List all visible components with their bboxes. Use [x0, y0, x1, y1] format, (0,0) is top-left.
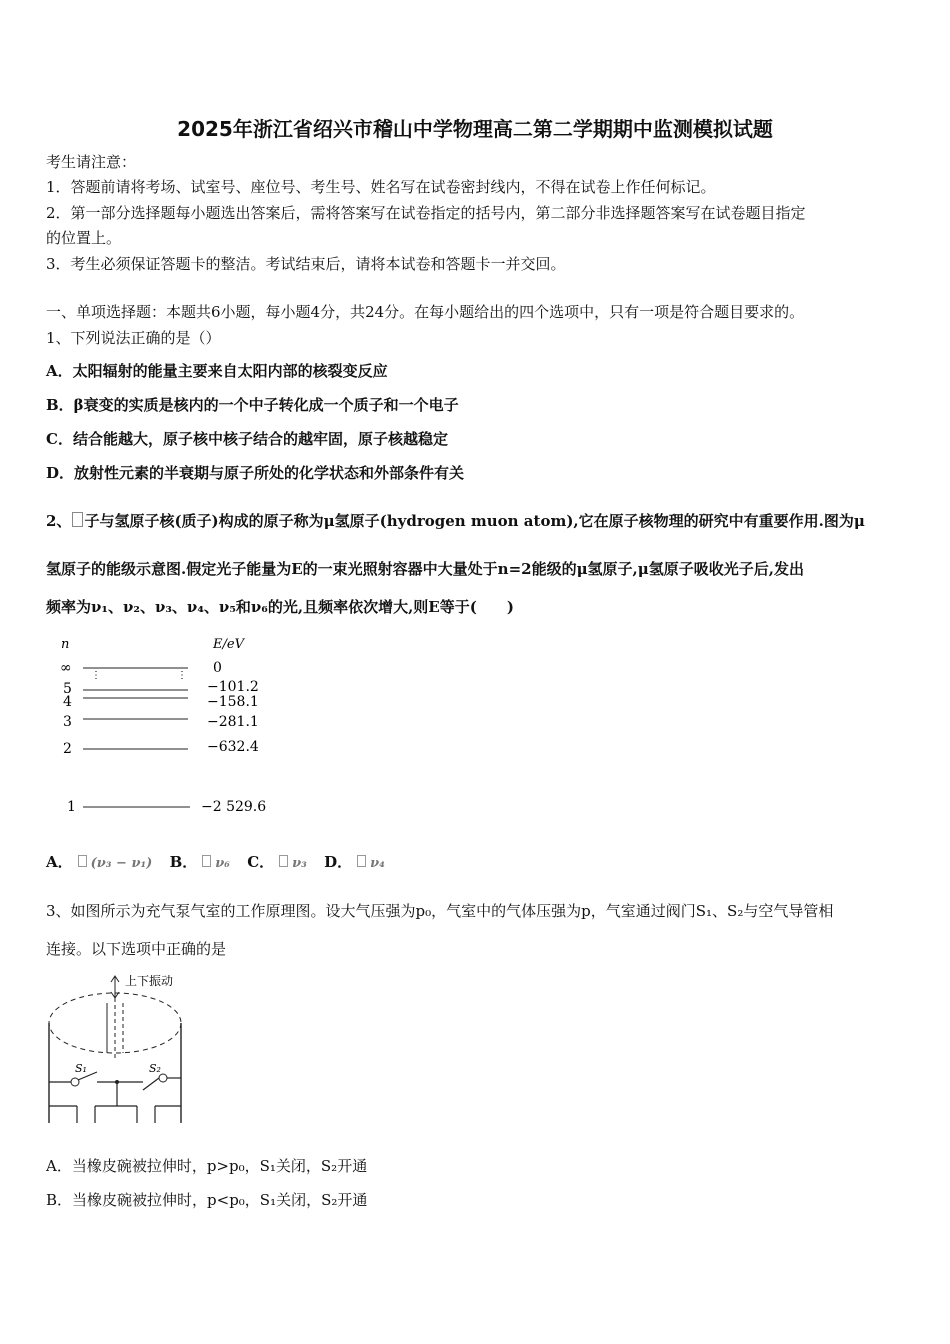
- q1-option-a: A．太阳辐射的能量主要来自太阳内部的核裂变反应: [46, 362, 388, 380]
- q2-line-1: [46, 511, 865, 531]
- level-n-inf: ∞: [60, 660, 72, 676]
- level-n-1: 1: [67, 799, 76, 815]
- missing-glyph-icon: [78, 855, 87, 867]
- dots-right: ⋮: [177, 670, 187, 681]
- missing-glyph-icon: [202, 855, 211, 867]
- notice-item-2a: 2．第一部分选择题每小题选出答案后，需将答案写在试卷指定的括号内，第二部分非选择题答案写在试卷题目指定: [46, 204, 806, 222]
- level-n-4: 4: [63, 694, 72, 710]
- pump-chamber-figure: [45, 968, 205, 1133]
- q1-option-c: C．结合能越大，原子核中核子结合的越牢固，原子核越稳定: [46, 430, 448, 448]
- level-e-5: −101.2: [207, 679, 259, 695]
- q2-line-1-text: 子与氢原子核(质子)构成的原子称为μ氢原子(hydrogen muon atom),它在原子核物理的研究中有重要作用.图为μ: [84, 512, 865, 530]
- page-title: 2025年浙江省绍兴市稽山中学物理高二第二学期期中监测模拟试题: [177, 117, 773, 141]
- q2-line-2: 氢原子的能级示意图.假定光子能量为E的一束光照射容器中大量处于n=2能级的μ氢原子,μ氢原子吸收光子后,发出: [46, 560, 804, 578]
- valve-s2-label: S₂: [149, 1062, 161, 1075]
- q1-stem: 1、下列说法正确的是（）: [46, 329, 221, 347]
- level-n-5: 5: [63, 681, 72, 697]
- notice-item-2b: 的位置上。: [46, 229, 122, 247]
- q2-options: [46, 852, 389, 874]
- missing-glyph-icon: [72, 512, 83, 527]
- valve-s1-label: S₁: [75, 1062, 87, 1075]
- valve-s1-icon: [71, 1078, 79, 1086]
- valve-s2-icon: [159, 1074, 167, 1082]
- missing-glyph-icon: [279, 855, 288, 867]
- energy-level-diagram: [55, 630, 285, 820]
- q2-option-b-expr: ν₆: [215, 856, 230, 871]
- level-e-3: −281.1: [207, 714, 259, 730]
- level-e-inf: 0: [213, 660, 222, 676]
- diagram-n-label: n: [61, 637, 70, 652]
- q2-option-a: A．: [46, 853, 73, 871]
- level-n-2: 2: [63, 741, 72, 757]
- level-e-1: −2 529.6: [201, 799, 267, 815]
- notice-item-3: 3．考生必须保证答题卡的整洁。考试结束后，请将本试卷和答题卡一并交回。: [46, 255, 566, 273]
- q2-option-d-expr: ν₄: [370, 856, 385, 871]
- level-n-3: 3: [63, 714, 72, 730]
- q3-option-a: A．当橡皮碗被拉伸时，p>p₀，S₁关闭，S₂开通: [46, 1157, 368, 1175]
- q2-line-3: 频率为ν₁、ν₂、ν₃、ν₄、ν₅和ν₆的光,且频率依次增大,则E等于( ): [46, 598, 514, 616]
- dots-left: ⋮: [91, 670, 101, 681]
- q1-option-d: D．放射性元素的半衰期与原子所处的化学状态和外部条件有关: [46, 464, 465, 482]
- q2-option-c-expr: ν₃: [292, 856, 307, 871]
- q3-option-b: B．当橡皮碗被拉伸时，p<p₀，S₁关闭，S₂开通: [46, 1191, 368, 1209]
- level-e-2: −632.4: [207, 739, 259, 755]
- q3-line-1: 3、如图所示为充气泵气室的工作原理图。设大气压强为p₀，气室中的气体压强为p，气室通过阀门S₁、S₂与空气导管相: [46, 902, 834, 920]
- q2-option-d: D．: [324, 853, 353, 871]
- vibration-label: 上下振动: [125, 974, 174, 988]
- level-e-4: −158.1: [207, 694, 259, 710]
- q2-option-a-expr: (ν₃ − ν₁): [90, 856, 153, 871]
- q3-line-2: 连接。以下选项中正确的是: [46, 940, 227, 958]
- section-heading: 一、单项选择题：本题共6小题，每小题4分，共24分。在每小题给出的四个选项中，只有一项是符合题目要求的。: [46, 303, 805, 321]
- missing-glyph-icon: [357, 855, 366, 867]
- q2-number: 2、: [46, 512, 72, 530]
- notice-heading: 考生请注意：: [46, 153, 137, 171]
- q1-option-b: B．β衰变的实质是核内的一个中子转化成一个质子和一个电子: [46, 396, 459, 414]
- diagram-e-label: E/eV: [213, 637, 244, 652]
- notice-item-1: 1．答题前请将考场、试室号、座位号、考生号、姓名写在试卷密封线内，不得在试卷上作任何标记。: [46, 178, 716, 196]
- q2-option-c: C．: [247, 853, 275, 871]
- q2-option-b: B．: [169, 853, 198, 871]
